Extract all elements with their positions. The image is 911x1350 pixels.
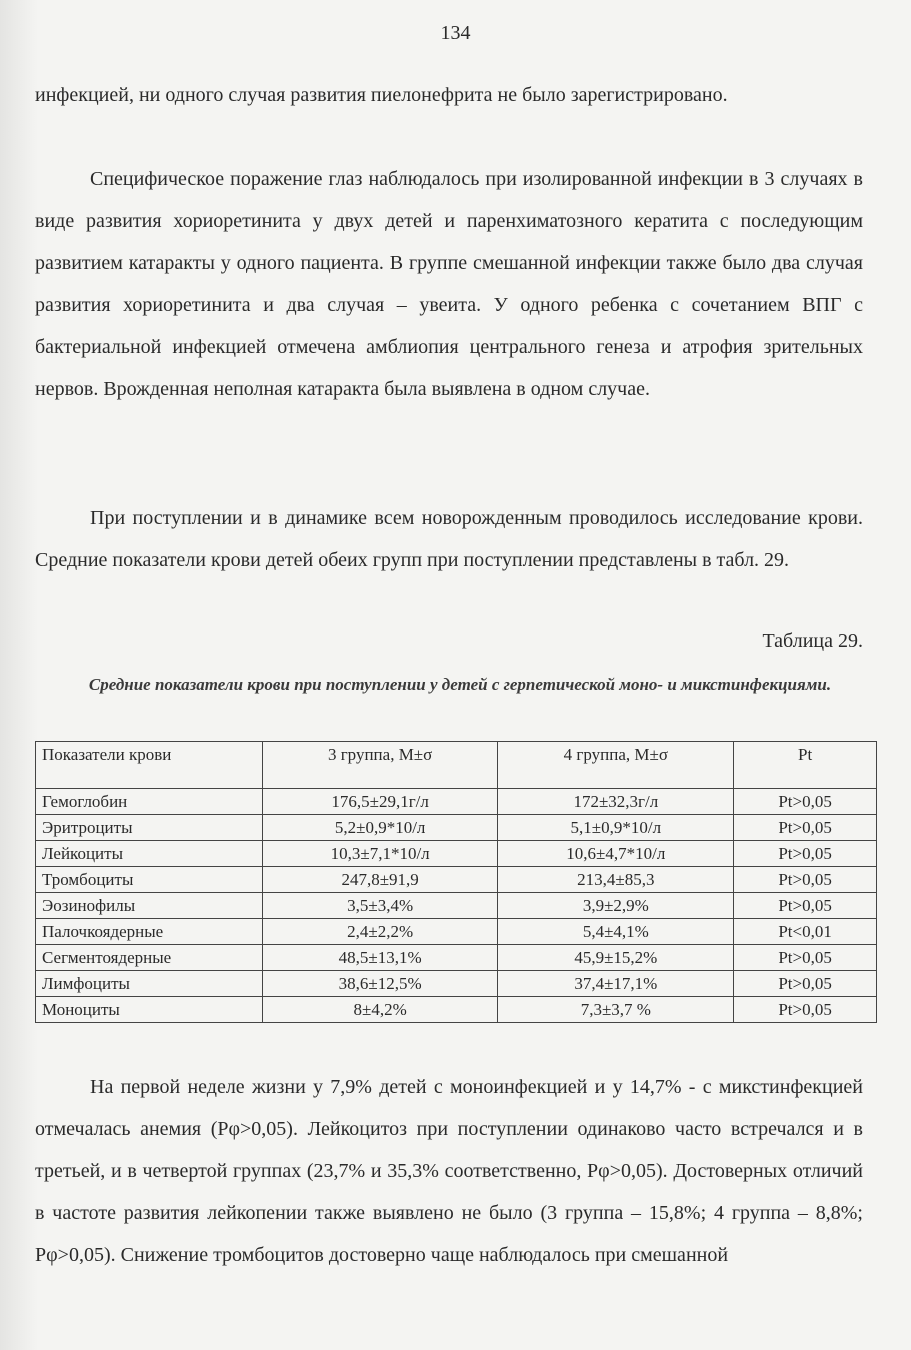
paragraph-4-text: На первой неделе жизни у 7,9% детей с моноинфекцией и у 14,7% - с микстинфекцией отмечалась анемия (Рφ>0,05). Лейкоцитоз при поступлении одинаково часто встречался и в третьей, и в четвертой группах (23,7% и 35,3% соответственно, Рφ>0,05). Достоверных отличий в частоте развития лейкопении также выявлено не было (3 группа – 15,8%; 4 группа – 8,8%; Рφ>0,05). Снижение тромбоцитов достоверно чаще наблюдалось при смешанной [35,1076,863,1266]
row-group-3-value: 2,4±2,2% [262,919,498,945]
paragraph-3-text: При поступлении и в динамике всем новорожденным проводилось исследование крови. Средние показатели крови детей обеих групп при поступлении представлены в табл. 29. [35,507,863,571]
page-scan-edge [0,0,38,1350]
paragraph-1: инфекцией, ни одного случая развития пиелонефрита не было зарегистрировано. [35,84,728,106]
table-row [36,997,877,1023]
row-group-4-value: 213,4±85,3 [498,867,734,893]
row-indicator: Гемоглобин [36,789,263,815]
row-group-4-value: 45,9±15,2% [498,945,734,971]
paragraph-4 [35,1066,863,1276]
table-row [36,971,877,997]
row-group-4-value: 37,4±17,1% [498,971,734,997]
row-pt-value: Pt>0,05 [734,971,877,997]
header-pt: Pt [734,742,877,789]
row-pt-value: Pt>0,05 [734,945,877,971]
row-group-4-value: 7,3±3,7 % [498,997,734,1023]
row-indicator: Лимфоциты [36,971,263,997]
row-pt-value: Pt>0,05 [734,867,877,893]
row-indicator: Эозинофилы [36,893,263,919]
row-group-3-value: 38,6±12,5% [262,971,498,997]
row-group-3-value: 176,5±29,1г/л [262,789,498,815]
row-pt-value: Pt>0,05 [734,997,877,1023]
table-row [36,815,877,841]
header-indicator: Показатели крови [36,742,263,789]
header-group-4: 4 группа, M±σ [498,742,734,789]
row-group-4-value: 5,1±0,9*10/л [498,815,734,841]
row-indicator: Эритроциты [36,815,263,841]
row-group-4-value: 172±32,3г/л [498,789,734,815]
row-group-4-value: 10,6±4,7*10/л [498,841,734,867]
table-label: Таблица 29. [762,630,863,652]
row-pt-value: Pt<0,01 [734,919,877,945]
row-group-3-value: 3,5±3,4% [262,893,498,919]
table-row [36,893,877,919]
table-header-row [36,742,877,789]
row-indicator: Моноциты [36,997,263,1023]
table-row [36,841,877,867]
table-row [36,945,877,971]
table-row [36,919,877,945]
row-pt-value: Pt>0,05 [734,841,877,867]
paragraph-3 [35,497,863,581]
table-row [36,789,877,815]
row-group-4-value: 3,9±2,9% [498,893,734,919]
row-group-3-value: 48,5±13,1% [262,945,498,971]
row-group-3-value: 8±4,2% [262,997,498,1023]
table-caption: Средние показатели крови при поступлении у детей с герпетической моно- и микстинфекциями. [88,675,832,694]
paragraph-2-text: Специфическое поражение глаз наблюдалось при изолированной инфекции в 3 случаях в виде развития хориоретинита у двух детей и паренхиматозного кератита с последующим развитием катаракты у одного пациента. В группе смешанной инфекции также было два случая развития хориоретинита и два случая – увеита. У одного ребенка с сочетанием ВПГ с бактериальной инфекцией отмечена амблиопия центрального генеза и атрофия зрительных нервов. Врожденная неполная катаракта была выявлена в одном случае. [35,168,863,400]
header-group-3: 3 группа, M±σ [262,742,498,789]
row-group-3-value: 5,2±0,9*10/л [262,815,498,841]
row-indicator: Сегментоядерные [36,945,263,971]
row-group-3-value: 247,8±91,9 [262,867,498,893]
row-group-3-value: 10,3±7,1*10/л [262,841,498,867]
row-indicator: Лейкоциты [36,841,263,867]
paragraph-2 [35,158,863,410]
row-pt-value: Pt>0,05 [734,815,877,841]
page-number: 134 [440,22,471,44]
row-indicator: Тромбоциты [36,867,263,893]
row-pt-value: Pt>0,05 [734,893,877,919]
table-row [36,867,877,893]
row-pt-value: Pt>0,05 [734,789,877,815]
row-indicator: Палочкоядерные [36,919,263,945]
blood-indicators-table [35,741,877,1023]
row-group-4-value: 5,4±4,1% [498,919,734,945]
